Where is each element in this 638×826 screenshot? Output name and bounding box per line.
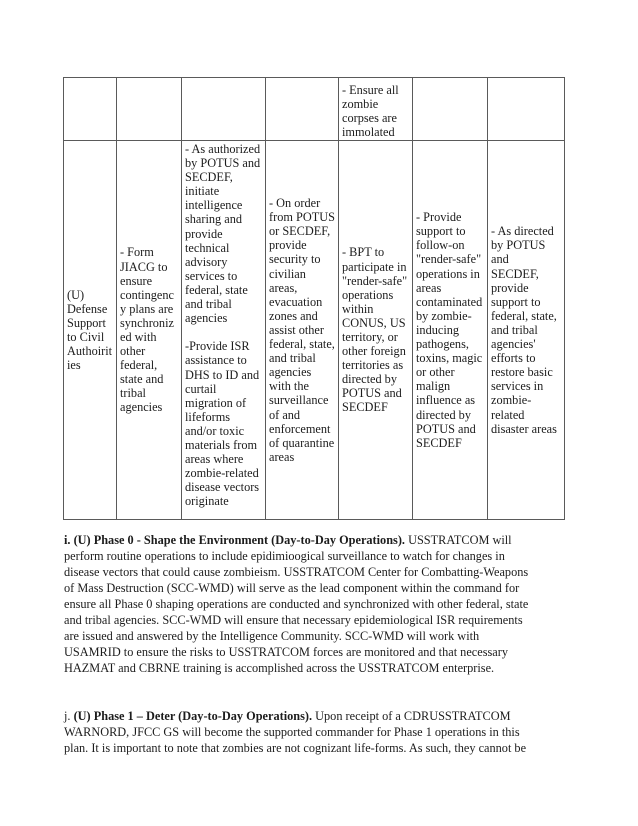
phase-0-body: USSTRATCOM will perform routine operations to include epidimioogical surveillance to watch for changes in disease vectors that could cause zombieism. USSTRATCOM Center for Combatting-Weapons of Mass Destruction (SCC-WMD) will serve as the lead component within the command for ensure all Phase 0 shaping operations are conducted and synchronized with other federal, state and tribal agencies. SCC-WMD will ensure that necessary epidemiological ISR requirements are issued and answered by the Intelligence Community. SCC-WMD will work with USAMRID to ensure the risks to USSTRATCOM forces are monitored and that necessary HAZMAT and CBRNE training is accomplished across the USSTRATCOM enterprise. xyxy=(64,533,529,675)
phase-0-heading: i. (U) Phase 0 - Shape the Environment (Day-to-Day Operations). xyxy=(64,533,405,547)
phase-1-prefix: j. xyxy=(64,709,74,723)
table-cell xyxy=(64,78,117,141)
table-cell xyxy=(117,78,182,141)
table-cell: - Form JIACG to ensure contingenc y plans are synchroniz ed with other federal, state and tribal agencies xyxy=(117,141,182,520)
table-cell: - BPT to participate in "render-safe" operations within CONUS, US territory, or other foreign territories as directed by POTUS and SECDEF xyxy=(339,141,413,520)
phase-1-body: Upon receipt of a CDRUSSTRATCOM WARNORD, JFCC GS will become the supported commander for Phase 1 operations in this plan. It is important to note that zombies are not cognizant life-forms. As such, they cannot be xyxy=(64,709,527,755)
table-cell xyxy=(266,78,339,141)
phase-1-paragraph xyxy=(64,708,538,756)
phase-1-heading: (U) Phase 1 – Deter (Day-to-Day Operations). xyxy=(73,709,313,723)
table-cell xyxy=(413,78,488,141)
table-cell: - Provide support to follow-on "render-safe" operations in areas contaminated by zombie- inducing pathogens, toxins, magic or other malign influence as directed by POTUS and SECDEF xyxy=(413,141,488,520)
table-cell: - On order from POTUS or SECDEF, provide security to civilian areas, evacuation zones and assist other federal, state, and tribal agencies with the surveillance of and enforcement of quarantine areas xyxy=(266,141,339,520)
table-cell: - As directed by POTUS and SECDEF, provide support to federal, state, and tribal agencies' efforts to restore basic services in zombie- related disaster areas xyxy=(488,141,565,520)
table-row xyxy=(64,78,565,141)
table-cell: - Ensure all zombie corpses are immolated xyxy=(339,78,413,141)
table-row xyxy=(64,141,565,520)
table-cell: - As authorized by POTUS and SECDEF, initiate intelligence sharing and provide technical advisory services to federal, state and tribal agencies -Provide ISR assistance to DHS to ID and curtail migration of lifeforms and/or toxic materials from areas where zombie-related disease vectors originate xyxy=(182,141,266,520)
defense-support-table-fragment xyxy=(63,77,565,520)
phase-0-paragraph xyxy=(64,532,538,676)
operations-table xyxy=(63,77,565,520)
table-cell-mission-area: (U) Defense Support to Civil Authoirit ies xyxy=(64,141,117,520)
table-cell xyxy=(182,78,266,141)
table-cell xyxy=(488,78,565,141)
